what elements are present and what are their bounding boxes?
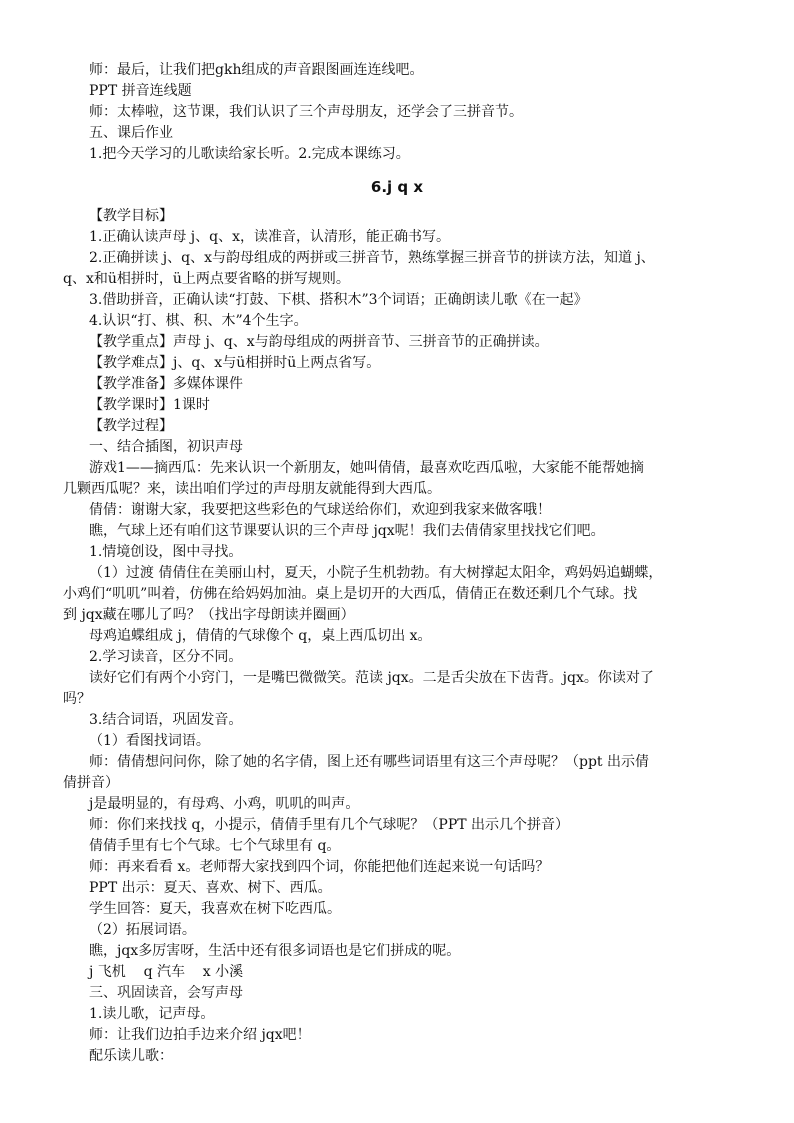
text-line: 【教学难点】j、q、x与ü相拼时ü上两点省写。 xyxy=(89,355,381,371)
text-line: 1.读儿歌，记声母。 xyxy=(89,1006,215,1022)
text-line: 瞧，气球上还有咱们这节课要认识的三个声母 jqx呢！我们去倩倩家里找找它们吧。 xyxy=(89,523,605,539)
text-line: 几颗西瓜呢？来，读出咱们学过的声母朋友就能得到大西瓜。 xyxy=(63,481,441,497)
text-line: （1）过渡 倩倩住在美丽山村，夏天，小院子生机勃勃。有大树撑起太阳伞，鸡妈妈追蝴蝶， xyxy=(89,565,663,581)
text-line: 1.情境创设，图中寻找。 xyxy=(89,544,243,560)
text-line: 小鸡们“叽叽”叫着，仿佛在给妈妈加油。桌上是切开的大西瓜，倩倩正在数还剩几个气球。找 xyxy=(63,586,638,602)
text-line: 倩倩：谢谢大家，我要把这些彩色的气球送给你们，欢迎到我家来做客哦！ xyxy=(89,502,551,518)
text-line: 游戏1——摘西瓜：先来认识一个新朋友，她叫倩倩，最喜欢吃西瓜啦，大家能不能帮她摘 xyxy=(89,460,644,476)
text-line: 1.把今天学习的儿歌读给家长听。2.完成本课练习。 xyxy=(89,146,410,162)
section-heading: 一、结合插图，初识声母 xyxy=(89,439,243,455)
text-line: j是最明显的，有母鸡、小鸡，叽叽的叫声。 xyxy=(89,796,360,812)
text-line: 倩拼音） xyxy=(63,775,119,791)
text-line: 3.结合词语，巩固发音。 xyxy=(89,712,243,728)
text-line: 师：让我们边拍手边来介绍 jqx吧！ xyxy=(89,1027,311,1043)
text-line: 瞧，jqx多厉害呀，生活中还有很多词语也是它们拼成的呢。 xyxy=(89,943,461,959)
text-line: 1.正确认读声母 j、q、x，读准音，认清形，能正确书写。 xyxy=(89,229,451,245)
text-line: 2.正确拼读 j、q、x与韵母组成的两拼或三拼音节，熟练掌握三拼音节的拼读方法，知道 j、 xyxy=(89,250,655,266)
text-line: j 飞机 q 汽车 x 小溪 xyxy=(89,964,244,980)
text-line: PPT 拼音连线题 xyxy=(89,83,192,99)
text-line: 师：太棒啦，这节课，我们认识了三个声母朋友，还学会了三拼音节。 xyxy=(89,104,523,120)
text-line: 2.学习读音，区分不同。 xyxy=(89,649,243,665)
text-line: （1）看图找词语。 xyxy=(89,733,210,749)
text-line: 师：倩倩想问问你，除了她的名字倩，图上还有哪些词语里有这三个声母呢？（ppt 出示倩 xyxy=(89,754,649,770)
text-line: 吗？ xyxy=(63,691,91,707)
text-line: 【教学重点】声母 j、q、x与韵母组成的两拼音节、三拼音节的正确拼读。 xyxy=(89,334,549,350)
text-line: 师：最后，让我们把gkh组成的声音跟图画连连线吧。 xyxy=(89,62,424,78)
text-line: 母鸡追蝶组成 j，倩倩的气球像个 q，桌上西瓜切出 x。 xyxy=(89,628,432,644)
text-line: 4.认识“打、棋、积、木”4个生字。 xyxy=(89,313,308,329)
text-line: 【教学准备】多媒体课件 xyxy=(89,376,243,392)
section-heading: 【教学过程】 xyxy=(89,418,173,434)
text-line: 倩倩手里有七个气球。七个气球里有 q。 xyxy=(89,838,341,854)
text-line: q、x和ü相拼时，ü上两点要省略的拼写规则。 xyxy=(63,271,350,287)
text-line: 学生回答：夏天，我喜欢在树下吃西瓜。 xyxy=(89,901,341,917)
text-line: 【教学课时】1课时 xyxy=(89,397,210,413)
text-line: 配乐读儿歌： xyxy=(89,1048,173,1064)
text-line: （2）拓展词语。 xyxy=(89,922,196,938)
section-heading: 三、巩固读音，会写声母 xyxy=(89,985,243,1001)
text-line: 读好它们有两个小窍门，一是嘴巴微微笑。范读 jqx。二是舌尖放在下齿背。jqx。你读对了 xyxy=(89,670,654,686)
text-line: 师：你们来找找 q，小提示，倩倩手里有几个气球呢？（PPT 出示几个拼音） xyxy=(89,817,570,833)
section-heading: 五、课后作业 xyxy=(89,125,173,141)
text-line: PPT 出示：夏天、喜欢、树下、西瓜。 xyxy=(89,880,332,896)
lesson-title: 6.j q x xyxy=(370,178,424,196)
text-line: 3.借助拼音，正确认读“打鼓、下棋、搭积木”3个词语；正确朗读儿歌《在一起》 xyxy=(89,292,588,308)
text-line: 到 jqx藏在哪儿了吗？（找出字母朗读并圈画） xyxy=(63,607,355,623)
text-line: 师：再来看看 x。老师帮大家找到四个词，你能把他们连起来说一句话吗？ xyxy=(89,859,550,875)
section-heading: 【教学目标】 xyxy=(89,208,173,224)
